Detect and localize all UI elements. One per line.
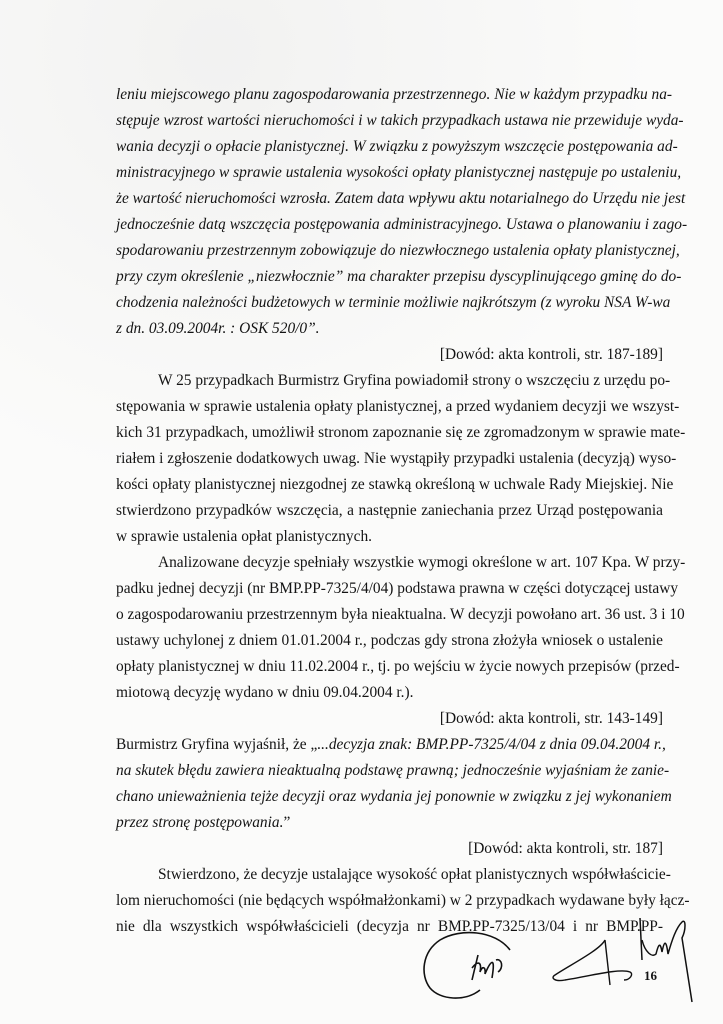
text-line: stwierdzono przypadków wszczęcia, a następnie zaniechania przez Urząd postępowania <box>116 502 663 519</box>
text-line: ustawy uchylonej z dniem 01.01.2004 r., podczas gdy strona złożyła wniosek o ustalenie <box>116 632 663 649</box>
text-line: Analizowane decyzje spełniały wszystkie wymogi określone w art. 107 Kpa. W przy- <box>158 554 686 571</box>
text-line: jednocześnie datą wszczęcia postępowania administracyjnego. Ustawa o planowaniu i zago- <box>116 216 688 233</box>
text-line: kich 31 przypadkach, umożliwił stronom zapoznanie się ze zgromadzonym w sprawie mate- <box>116 424 686 441</box>
lead-text: Burmistrz Gryfina wyjaśnił, że „ <box>116 736 318 753</box>
evidence-reference: [Dowód: akta kontroli, str. 187-189] <box>439 346 663 363</box>
text-line: W 25 przypadkach Burmistrz Gryfina powiadomił strony o wszczęciu z urzędu po- <box>158 372 671 389</box>
evidence-reference: [Dowód: akta kontroli, str. 187] <box>468 840 663 857</box>
text-line: o zagospodarowaniu przestrzennym była nieaktualna. W decyzji powołano art. 36 ust. 3 i 10 <box>116 606 685 623</box>
closing-quote: ” <box>283 814 291 831</box>
text-line: riałem i zgłoszenie dodatkowych uwag. Nie wystąpiły przypadki ustalenia (decyzją) wyso- <box>116 450 677 467</box>
text-line: stępowania w sprawie ustalenia opłaty planistycznej, a przed wydaniem decyzji we wszyst- <box>116 398 680 415</box>
text-line: kości opłaty planistycznej niezgodnej ze stawką określoną w uchwale Rady Miejskiej. Nie <box>116 476 674 493</box>
paragraph-decisions-analysis <box>116 550 686 706</box>
text-line <box>116 732 666 758</box>
document-body <box>116 82 690 940</box>
text-line: padku jednej decyzji (nr BMP.PP-7325/4/04) podstawa prawna w części dotyczącej ustawy <box>116 580 679 597</box>
text-line: że wartość nieruchomości wzrosła. Zatem data wpływu aktu notarialnego do Urzędu nie jest <box>116 190 686 207</box>
text-line: przy czym określenie „niezwłocznie” ma charakter przepisu dyscyplinującego gminę do do- <box>116 268 682 285</box>
paragraph-mayor-explanation <box>116 732 672 836</box>
text-line: stępuje wzrost wartości nieruchomości i w takich przypadkach ustawa nie przewiduje wyda- <box>116 112 684 129</box>
text-line: wania decyzji o opłacie planistycznej. W związku z powyższym wszczęcie postępowania ad- <box>116 138 678 155</box>
evidence-reference: [Dowód: akta kontroli, str. 143-149] <box>439 710 663 727</box>
quoted-text: przez stronę postępowania. <box>116 814 284 831</box>
text-line: z dn. 03.09.2004r. : OSK 520/0”. <box>116 320 320 337</box>
text-line: leniu miejscowego planu zagospodarowania przestrzennego. Nie w każdym przypadku na- <box>116 86 673 103</box>
text-line: opłaty planistycznej w dniu 11.02.2004 r., tj. po wejściu w życie nowych przepisów (przed- <box>116 658 680 675</box>
text-line: miotową decyzję wydano w dniu 09.04.2004 r.). <box>116 684 414 701</box>
text-line: spodarowaniu przestrzennym zobowiązuje do niezwłocznego ustalenia opłaty planistycznej, <box>116 242 680 259</box>
signature-1-icon <box>400 910 723 1024</box>
text-line: chano unieważnienia tejże decyzji oraz wydania jej ponownie w związku z jej wykonaniem <box>116 788 672 805</box>
text-line: nie dla wszystkich współwłaścicieli (decyzja nr BMP.PP-7325/13/04 i nr BMP.PP- <box>116 918 663 935</box>
text-line: na skutek błędu zawiera nieaktualną podstawę prawną; jednocześnie wyjaśniam że zanie- <box>116 762 670 779</box>
quoted-text: ...decyzja znak: BMP.PP-7325/4/04 z dnia 09.04.2004 r., <box>317 736 666 753</box>
text-line: w sprawie ustalenia opłat planistycznych. <box>116 528 373 545</box>
text-line: lom nieruchomości (nie będących współmałżonkami) w 2 przypadkach wydawane były łącz- <box>116 892 690 909</box>
text-line: chodzenia należności budżetowych w terminie możliwie najkrótszym (z wyroku NSA W-wa <box>116 294 671 311</box>
text-line: Stwierdzono, że decyzje ustalające wysokość opłat planistycznych współwłaścicie- <box>158 866 671 883</box>
quoted-paragraph <box>116 82 688 342</box>
text-line <box>116 810 663 836</box>
page-number: 16 <box>644 968 657 983</box>
signature-area <box>400 910 723 1024</box>
text-line: ministracyjnego w sprawie ustalenia wysokości opłaty planistycznej następuje po ustaleniu, <box>116 164 682 181</box>
paragraph-notifications <box>116 368 686 550</box>
